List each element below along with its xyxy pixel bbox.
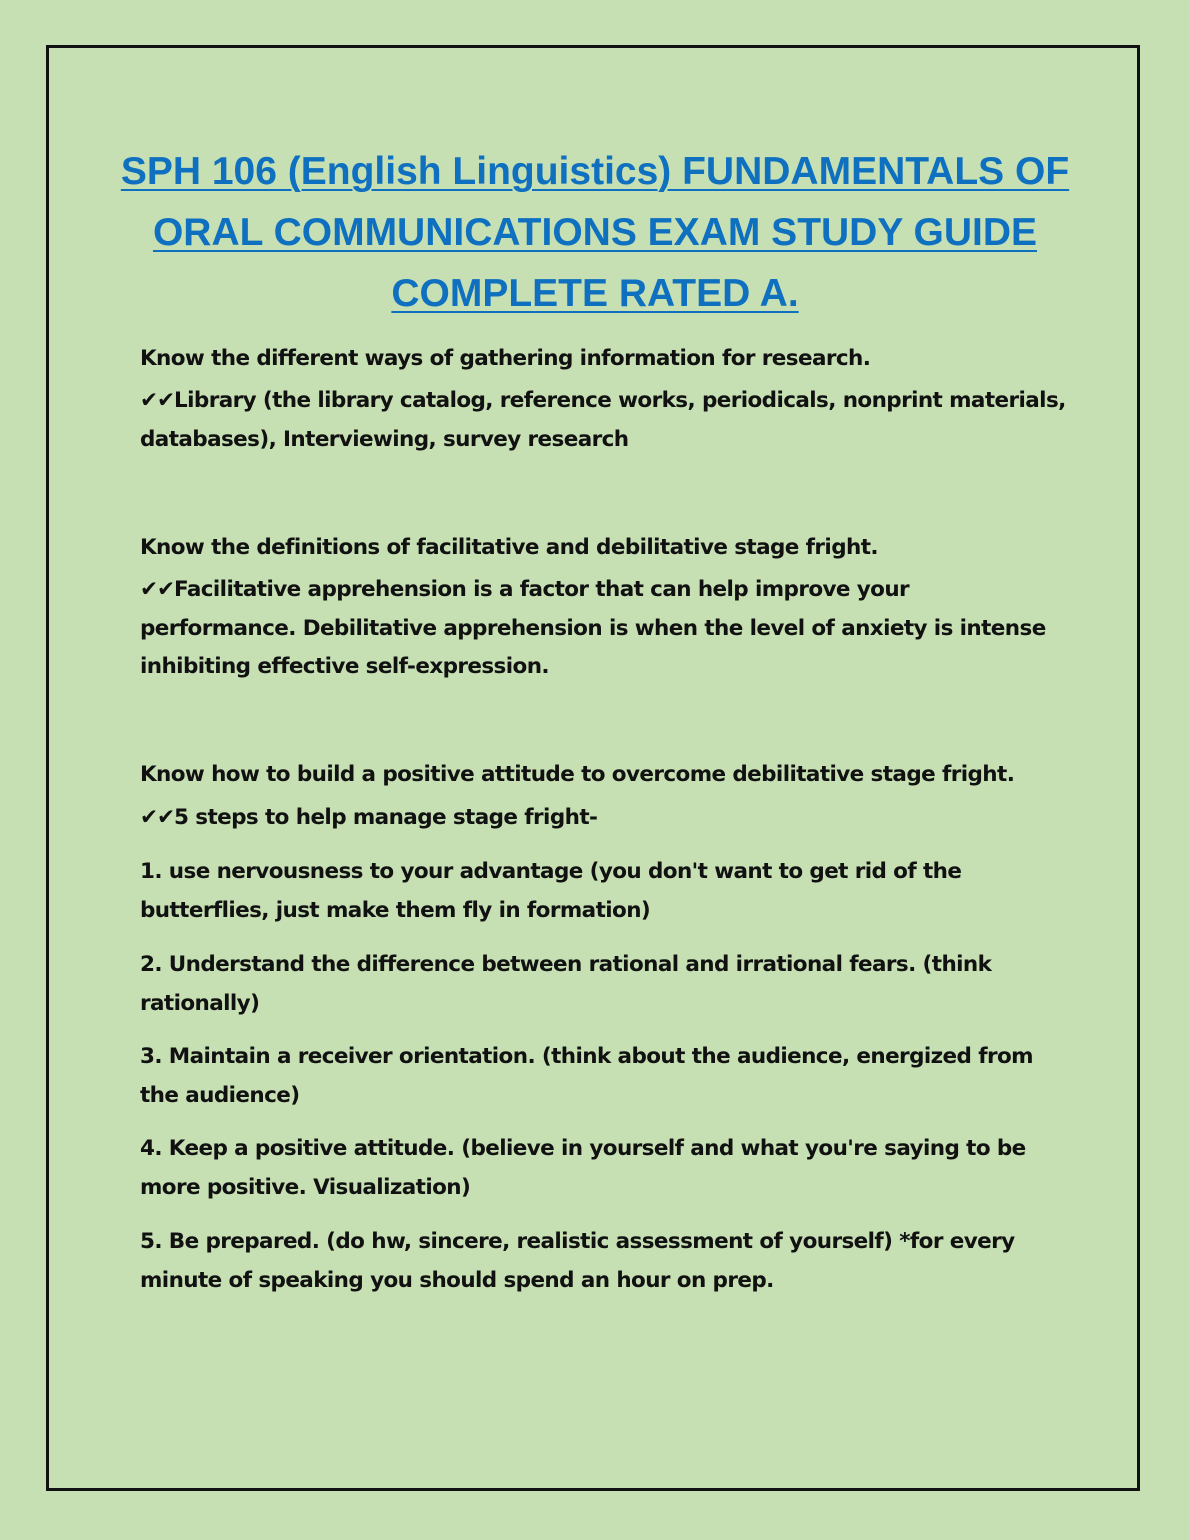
step-3: 3. Maintain a receiver orientation. (think about the audience, energized from the audience) [140, 1044, 1033, 1108]
section-2-question: Know the definitions of facilitative and debilitative stage fright. [140, 535, 878, 560]
step-2: 2. Understand the difference between rational and irrational fears. (think rationally) [140, 952, 992, 1016]
check-mark-icon: ✔✔ [140, 805, 175, 830]
step-5: 5. Be prepared. (do hw, sincere, realistic assessment of yourself) *for every minute of speaking you should spend an hour on prep. [140, 1229, 1015, 1293]
section-1-answer-text: Library (the library catalog, reference works, periodicals, nonprint materials, databases), Interviewing, survey research [140, 388, 1066, 452]
step-1: 1. use nervousness to your advantage (you don't want to get rid of the butterflies, just make them fly in formation) [140, 859, 962, 923]
check-mark-icon: ✔✔ [140, 388, 175, 413]
section-2-answer [140, 571, 1070, 687]
section-3-question: Know how to build a positive attitude to overcome debilitative stage fright. [140, 762, 1015, 787]
section-3-answer [140, 799, 1070, 838]
section-1-answer [140, 382, 1070, 459]
section-1-question: Know the different ways of gathering information for research. [140, 346, 871, 371]
section-2-answer-text: Facilitative apprehension is a factor that can help improve your performance. Debilitative apprehension is when the level of anxiety is intense inhibiting effective self-expression. [140, 577, 1046, 679]
step-4: 4. Keep a positive attitude. (believe in yourself and what you're saying to be more positive. Visualization) [140, 1136, 1026, 1200]
section-3-answer-text: 5 steps to help manage stage fright- [174, 805, 598, 830]
check-mark-icon: ✔✔ [140, 577, 175, 602]
document-title: SPH 106 (English Linguistics) FUNDAMENTALS OF ORAL COMMUNICATIONS EXAM STUDY GUIDE COMPLETE RATED A. [120, 150, 1070, 315]
